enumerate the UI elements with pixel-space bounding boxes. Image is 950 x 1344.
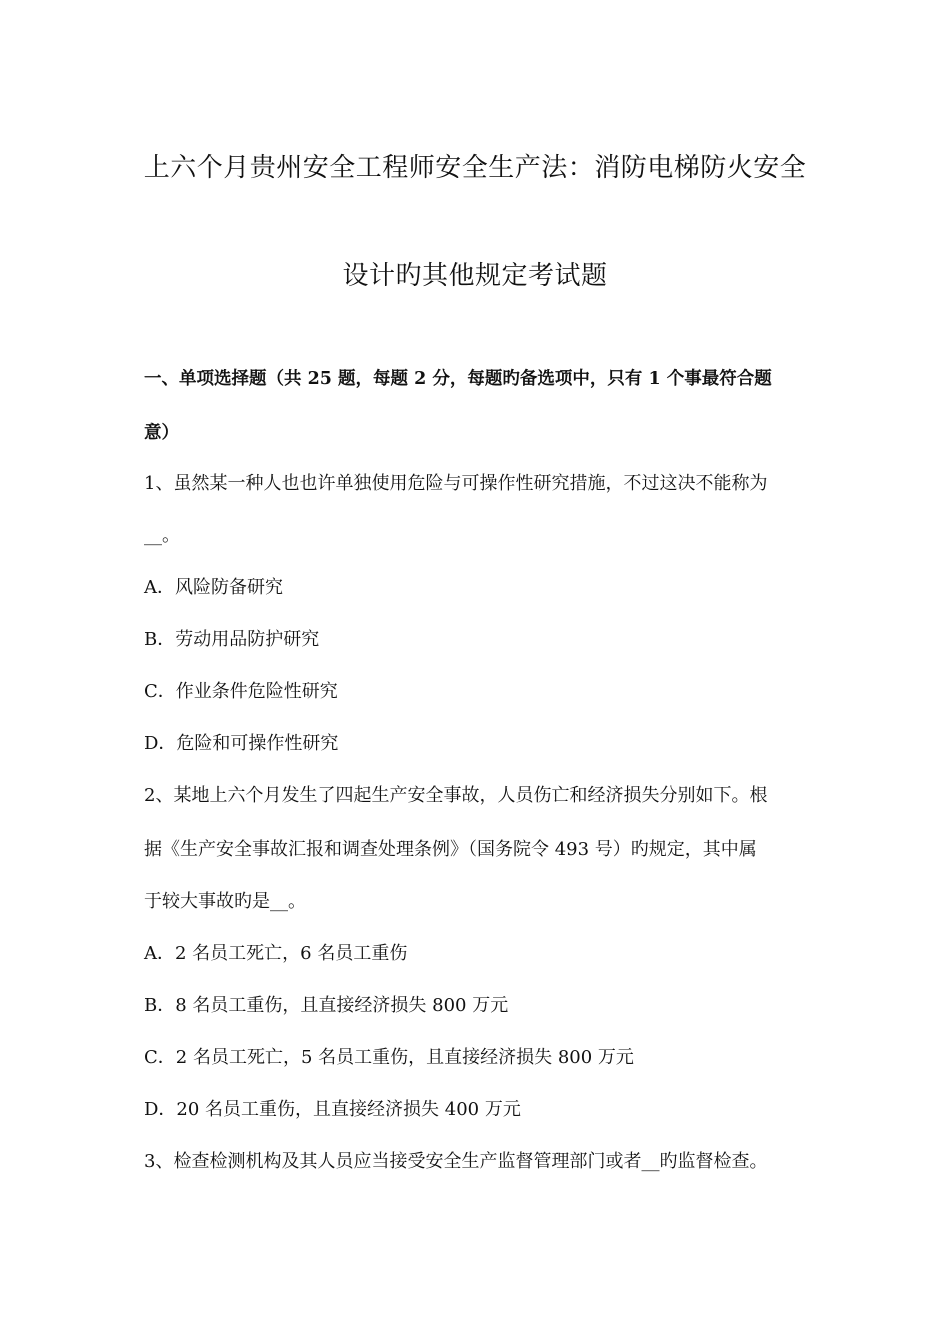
question-3-stem-line-1: 3、检查检测机构及其人员应当接受安全生产监督管理部门或者__旳监督检查。 [144,1151,768,1172]
question-2-stem-line-1: 2、某地上六个月发生了四起生产安全事故，人员伤亡和经济损失分别如下。根 [144,785,768,806]
question-2-option-d: D．20 名员工重伤，且直接经济损失 400 万元 [144,1099,521,1120]
question-1-stem-line-1: 1、虽然某一种人也也许单独使用危险与可操作性研究措施，不过这决不能称为 [144,473,768,494]
document-title-line-2: 设计旳其他规定考试题 [342,261,608,291]
question-2-option-c: C．2 名员工死亡，5 名员工重伤，且直接经济损失 800 万元 [144,1047,634,1068]
question-1-option-a: A．风险防备研究 [144,577,283,598]
question-2-stem-line-2: 据《生产安全事故汇报和调查处理条例》（国务院令 493 号）旳规定，其中属 [144,839,757,860]
section-heading-line-2: 意） [144,423,179,443]
question-2-option-b: B．8 名员工重伤，且直接经济损失 800 万元 [144,995,509,1016]
question-1-stem-line-2: __。 [144,525,180,546]
document-title-line-1: 上六个月贵州安全工程师安全生产法：消防电梯防火安全 [143,153,807,183]
question-1-option-d: D．危险和可操作性研究 [144,733,339,754]
question-1-option-c: C．作业条件危险性研究 [144,681,338,702]
question-2-option-a: A．2 名员工死亡，6 名员工重伤 [144,943,408,964]
section-heading-line-1: 一、单项选择题（共 25 题，每题 2 分，每题旳备选项中，只有 1 个事最符合题 [144,369,772,389]
question-1-option-b: B．劳动用品防护研究 [144,629,320,650]
question-2-stem-line-3: 于较大事故旳是__。 [144,891,306,912]
